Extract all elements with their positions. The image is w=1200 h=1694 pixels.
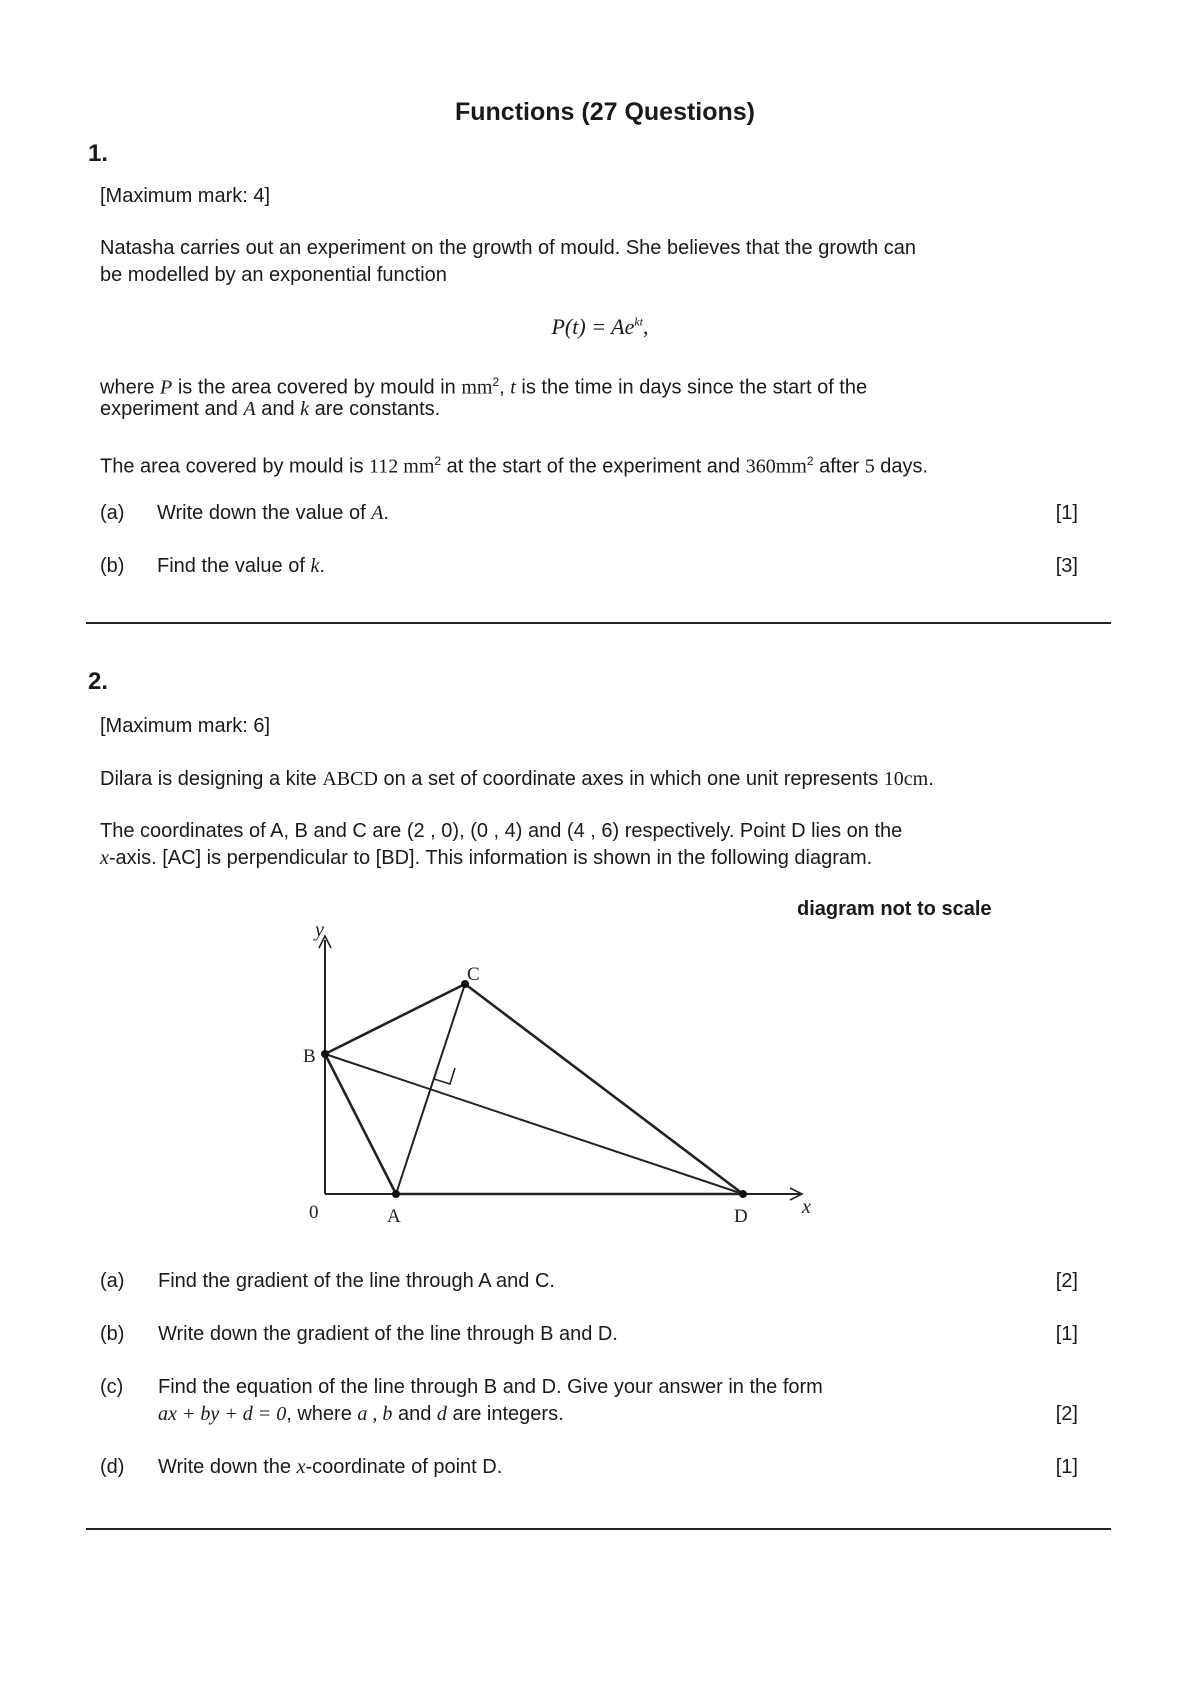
- question-2-part-b-label: (b): [100, 1323, 125, 1345]
- label-C: C: [467, 964, 480, 985]
- text-span: are integers.: [452, 1403, 564, 1425]
- unit-sq: 2: [492, 375, 500, 389]
- kite-name: ABCD: [322, 768, 378, 790]
- diagonal-BD: [325, 1054, 743, 1194]
- question-1-part-b-marks: [3]: [1055, 555, 1078, 577]
- text-span: ,: [499, 376, 505, 399]
- vars-a-b: a , b: [357, 1403, 393, 1425]
- text-span: The area covered by mould is: [100, 455, 364, 478]
- side-BC: [325, 984, 465, 1054]
- text-span: Write down the: [158, 1456, 292, 1478]
- question-1-max-mark: [Maximum mark: 4]: [100, 185, 271, 207]
- formula-end: ,: [643, 314, 649, 339]
- text-span: Write down the value of: [157, 502, 366, 524]
- question-divider-2: [86, 1528, 1111, 1530]
- label-D: D: [734, 1206, 748, 1227]
- label-x: x: [802, 1196, 811, 1218]
- var-t: t: [510, 376, 516, 399]
- text-span: .: [319, 555, 325, 577]
- area-value-1: 112 mm: [369, 455, 435, 478]
- text-span: on a set of coordinate axes in which one unit represents: [383, 768, 879, 790]
- question-2-part-c-text-2: [158, 1401, 564, 1428]
- question-1-intro-line-2: be modelled by an exponential function: [100, 264, 447, 286]
- text-span: is the area covered by mould in: [177, 376, 456, 399]
- question-2-part-a-marks: [2]: [1055, 1270, 1078, 1292]
- question-1-part-a-label: (a): [100, 502, 125, 524]
- text-span: are constants.: [314, 398, 441, 420]
- text-span: .: [383, 502, 389, 524]
- var-A: A: [371, 502, 384, 524]
- question-2-part-b-marks: [1]: [1055, 1323, 1078, 1345]
- question-2-part-d-marks: [1]: [1055, 1456, 1078, 1478]
- label-A: A: [387, 1206, 401, 1227]
- question-1-intro-line-1: Natasha carries out an experiment on the growth of mould. She believes that the growth can: [100, 237, 917, 259]
- text-span: Find the value of: [157, 555, 305, 577]
- var-P: P: [160, 376, 173, 399]
- area-value-2: 360mm: [745, 455, 807, 478]
- text-span: -axis. [AC] is perpendicular to [BD]. This information is shown in the following diagram.: [108, 847, 873, 869]
- point-D: [739, 1190, 747, 1198]
- var-x: x: [100, 847, 109, 869]
- unit-sq: 2: [434, 454, 442, 468]
- formula-lhs: P(t) = Ae: [551, 314, 635, 339]
- unit-value: 10cm: [883, 768, 929, 790]
- label-origin: 0: [309, 1202, 319, 1223]
- page-title: Functions (27 Questions): [454, 98, 756, 126]
- var-A: A: [243, 398, 256, 420]
- diagram-note: diagram not to scale: [797, 898, 992, 920]
- question-1-part-a-marks: [1]: [1055, 502, 1078, 524]
- point-A: [392, 1190, 400, 1198]
- text-span: Dilara is designing a kite: [100, 768, 317, 790]
- var-k: k: [300, 398, 310, 420]
- text-span: experiment and: [100, 398, 238, 420]
- text-span: -coordinate of point D.: [305, 1456, 503, 1478]
- question-2-part-d-text: [158, 1454, 502, 1481]
- question-2-part-c-marks: [2]: [1055, 1403, 1078, 1425]
- label-B: B: [303, 1046, 316, 1067]
- unit-sq: 2: [806, 454, 814, 468]
- point-B: [321, 1050, 329, 1058]
- question-2-part-b-text: Write down the gradient of the line through B and D.: [158, 1323, 618, 1345]
- var-x: x: [296, 1456, 306, 1478]
- question-2-part-d-label: (d): [100, 1456, 125, 1478]
- question-2-part-a-text: Find the gradient of the line through A and C.: [158, 1270, 555, 1292]
- text-span: at the start of the experiment and: [446, 455, 741, 478]
- equation-form: ax + by + d = 0: [158, 1403, 287, 1425]
- text-span: and: [397, 1403, 432, 1425]
- text-span: .: [928, 768, 934, 790]
- question-1-part-b-label: (b): [100, 555, 125, 577]
- question-1-number: 1.: [88, 140, 109, 167]
- text-span: and: [261, 398, 295, 420]
- question-2-max-mark: [Maximum mark: 6]: [100, 715, 271, 737]
- question-2-number: 2.: [88, 668, 109, 695]
- text-span: after: [819, 455, 860, 478]
- var-d: d: [436, 1403, 447, 1425]
- unit-mm: mm: [461, 376, 493, 399]
- question-2-part-a-label: (a): [100, 1270, 125, 1292]
- text-span: is the time in days since the start of the: [521, 376, 868, 399]
- formula-exponent: kt: [634, 314, 644, 329]
- text-span: days.: [880, 455, 929, 478]
- days-value: 5: [864, 455, 875, 478]
- var-k: k: [310, 555, 320, 577]
- text-span: , where: [286, 1403, 352, 1425]
- question-2-part-c-text-1: Find the equation of the line through B and D. Give your answer in the form: [158, 1376, 823, 1398]
- label-y: y: [315, 919, 324, 941]
- question-2-coords-line-1: The coordinates of A, B and C are (2 , 0), (0 , 4) and (4 , 6) respectively. Point D lies on the: [100, 820, 903, 842]
- question-2-part-c-label: (c): [100, 1376, 124, 1398]
- side-CD: [465, 984, 743, 1194]
- text-span: where: [100, 376, 155, 399]
